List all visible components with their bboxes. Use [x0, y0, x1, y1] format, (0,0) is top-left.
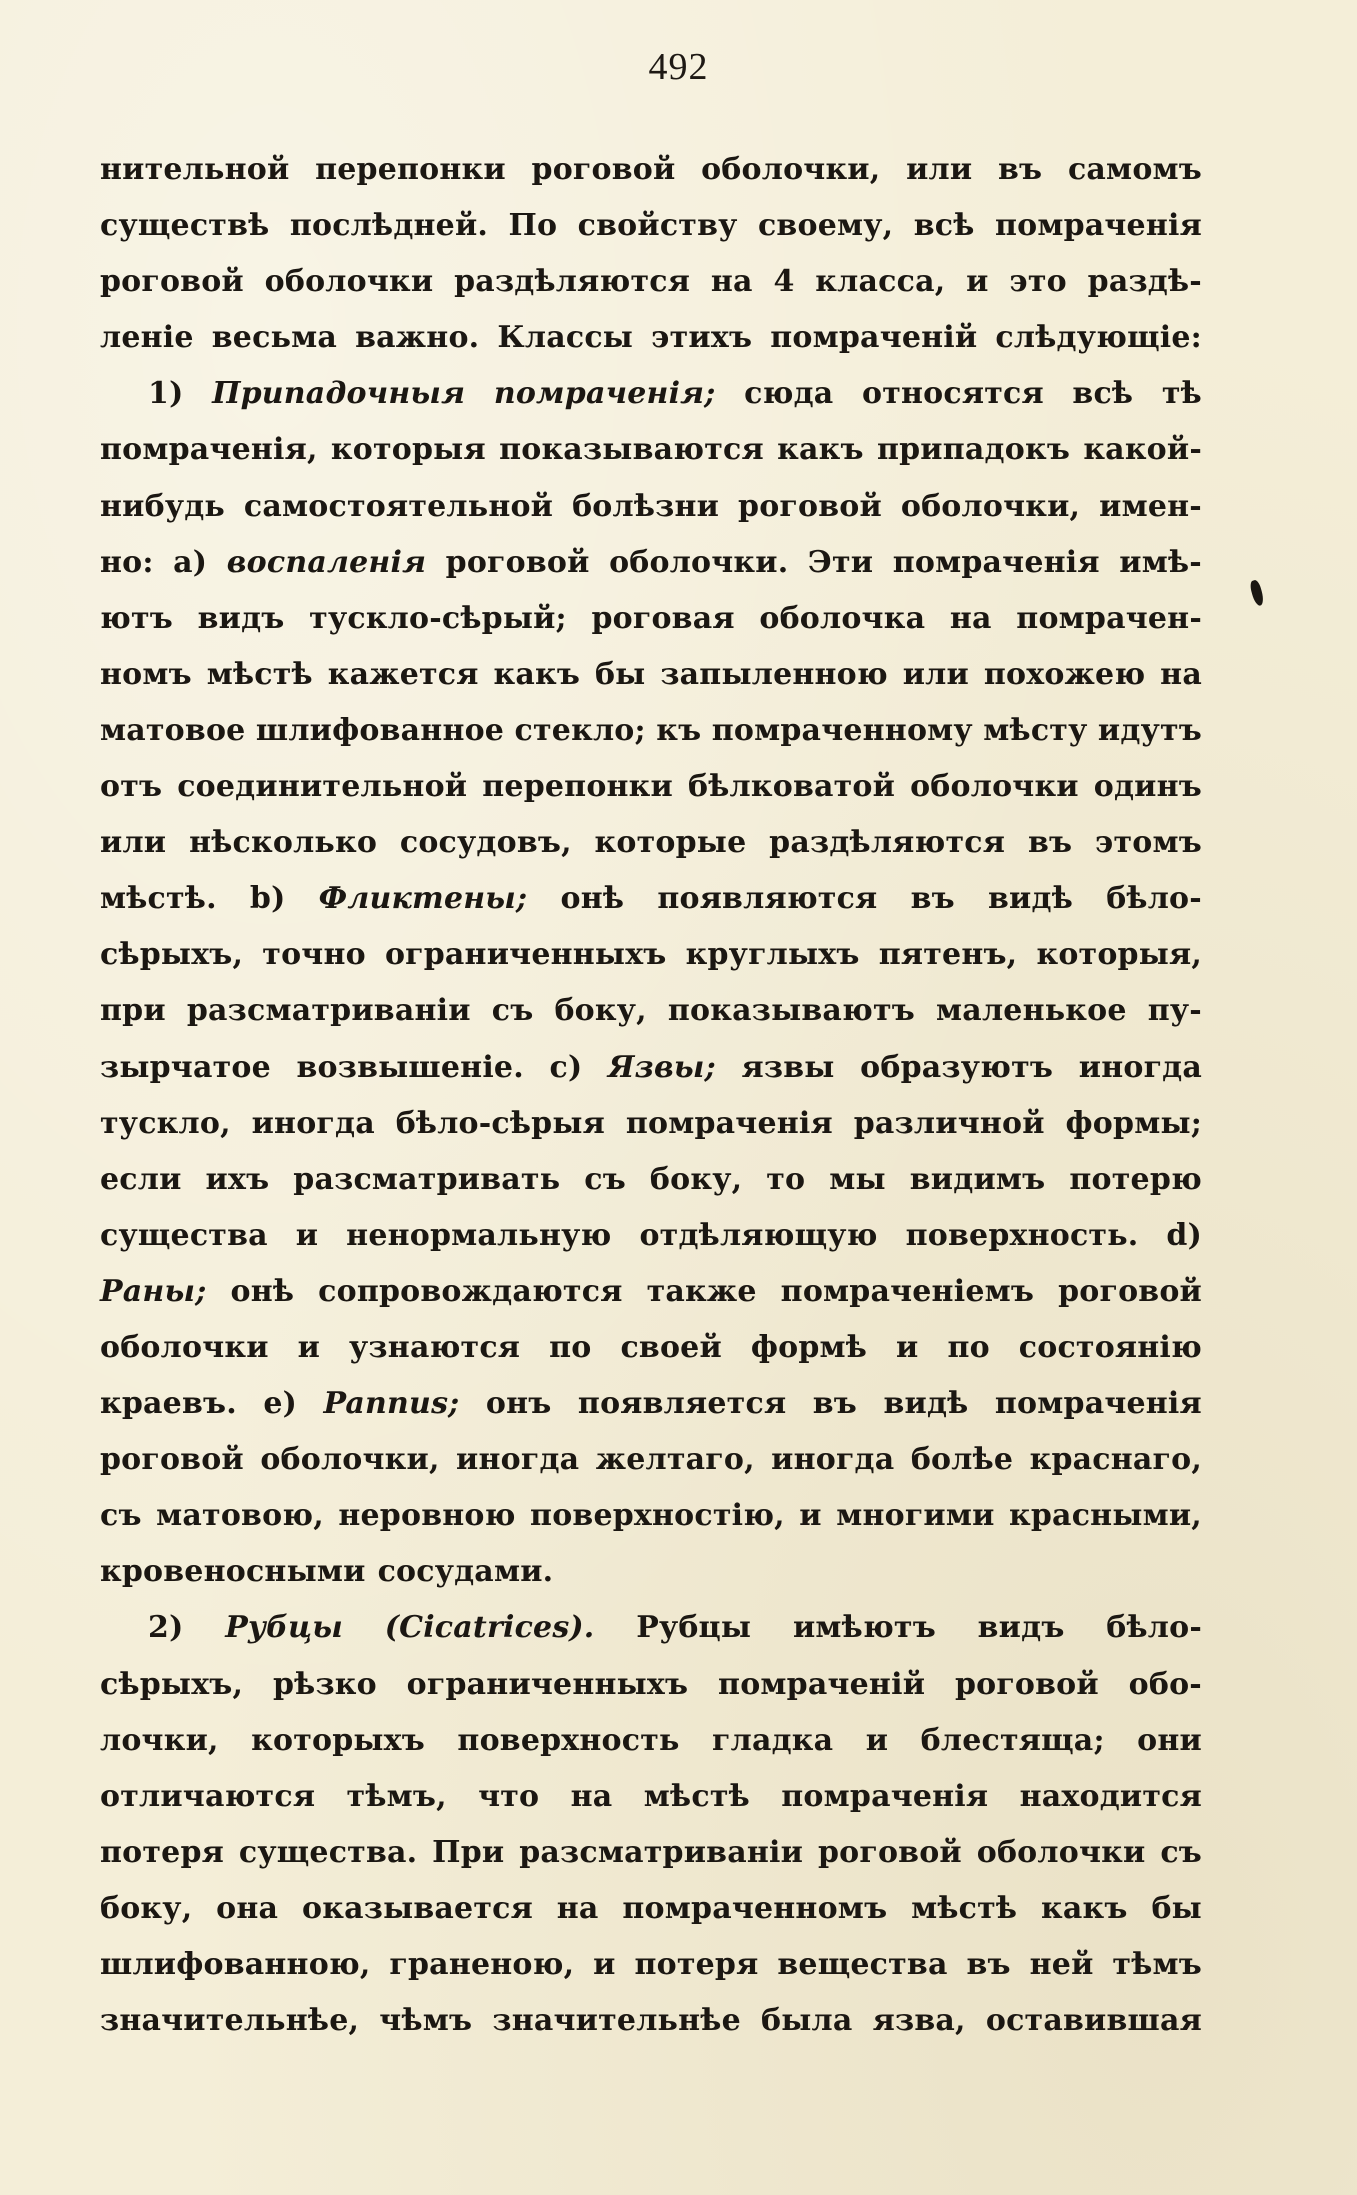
text-line: матовое шлифованное стекло; къ помраченному мѣсту идутъ: [100, 712, 1202, 748]
text-line: существѣ послѣдней. По свойству своему, всѣ помраченія: [100, 208, 1202, 244]
text-line: при разсматриваніи съ боку, показываютъ маленькое пу-: [100, 993, 1202, 1029]
text-line: или нѣсколько сосудовъ, которые раздѣляются въ этомъ: [100, 825, 1202, 861]
text-line: леніе весьма важно. Классы этихъ помраченій слѣдующіе:: [100, 320, 1202, 356]
text-line: помраченія, которыя показываются какъ припадокъ какой-: [100, 432, 1202, 468]
text-line: потеря существа. При разсматриваніи роговой оболочки съ: [100, 1834, 1202, 1870]
text-line: номъ мѣстѣ кажется какъ бы запыленною или похожею на: [100, 656, 1202, 692]
text-line: сѣрыхъ, точно ограниченныхъ круглыхъ пятенъ, которыя,: [100, 937, 1202, 973]
text-line: 1) Припадочныя помраченія; сюда относятся всѣ тѣ: [148, 376, 1202, 412]
text-line: зырчатое возвышеніе. c) Язвы; язвы образуютъ иногда: [100, 1049, 1202, 1085]
text-line: мѣстѣ. b) Фликтены; онѣ появляются въ видѣ бѣло-: [100, 881, 1202, 917]
text-line: но: а) воспаленія роговой оболочки. Эти помраченія имѣ-: [100, 544, 1202, 580]
text-line: роговой оболочки, иногда желтаго, иногда болѣе краснаго,: [100, 1442, 1202, 1478]
text-line: если ихъ разсматривать съ боку, то мы видимъ потерю: [100, 1161, 1202, 1197]
text-line: Раны; онѣ сопровождаются также помраченіемъ роговой: [100, 1273, 1202, 1309]
text-line: нибудь самостоятельной болѣзни роговой оболочки, имен-: [100, 488, 1202, 524]
text-line: сѣрыхъ, рѣзко ограниченныхъ помраченій роговой обо-: [100, 1666, 1202, 1702]
text-line: лочки, которыхъ поверхность гладка и блестяща; они: [100, 1722, 1202, 1758]
page-number: 492: [648, 46, 709, 88]
text-line: 2) Рубцы (Cicatrices). Рубцы имѣютъ видъ бѣло-: [148, 1610, 1202, 1646]
text-line: роговой оболочки раздѣляются на 4 класса, и это раздѣ-: [100, 264, 1202, 300]
text-line: ютъ видъ тускло-сѣрый; роговая оболочка на помрачен-: [100, 600, 1202, 636]
text-line: кровеносными сосудами.: [100, 1554, 554, 1590]
text-line: краевъ. e) Pannus; онъ появляется въ видѣ помраченія: [100, 1386, 1202, 1422]
text-line: боку, она оказывается на помраченномъ мѣстѣ какъ бы: [100, 1890, 1202, 1926]
text-line: тускло, иногда бѣло-сѣрыя помраченія различной формы;: [100, 1105, 1202, 1141]
text-line: нительной перепонки роговой оболочки, или въ самомъ: [100, 152, 1202, 187]
text-line: оболочки и узнаются по своей формѣ и по состоянію: [100, 1329, 1202, 1365]
margin-ink-mark: [1249, 579, 1265, 607]
text-line: съ матовою, неровною поверхностію, и многими красными,: [100, 1498, 1202, 1534]
text-line: отличаются тѣмъ, что на мѣстѣ помраченія находится: [100, 1778, 1202, 1814]
body-text: [100, 142, 1202, 2049]
text-line: отъ соединительной перепонки бѣлковатой оболочки одинъ: [100, 769, 1202, 805]
text-line: значительнѣе, чѣмъ значительнѣе была язва, оставившая: [100, 2003, 1202, 2039]
text-line: шлифованною, граненою, и потеря вещества въ ней тѣмъ: [100, 1947, 1202, 1982]
text-line: существа и ненормальную отдѣляющую поверхность. d): [100, 1217, 1202, 1253]
